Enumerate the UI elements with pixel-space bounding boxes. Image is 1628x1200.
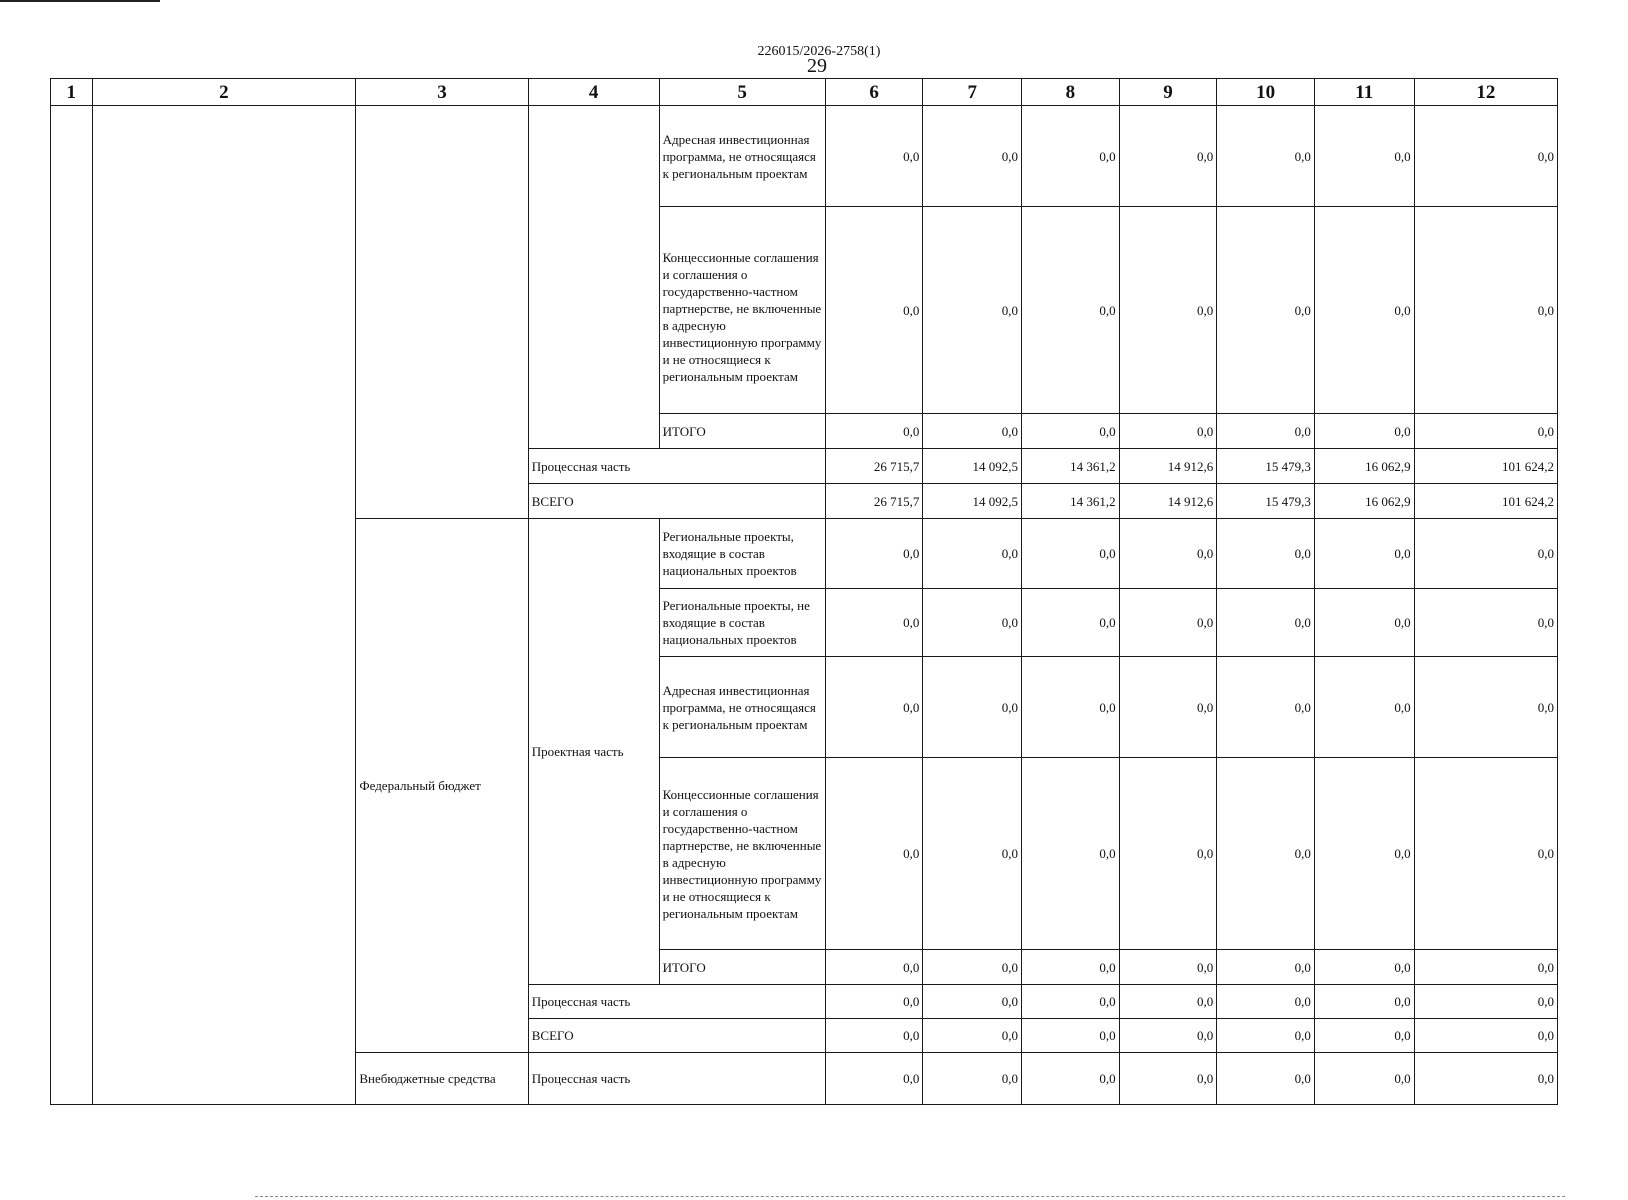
value-cell: 0,0 [1314, 985, 1414, 1019]
col2-cell [92, 106, 356, 1105]
budget-table [50, 78, 1558, 1105]
value-cell: 15 479,3 [1217, 449, 1315, 484]
value-cell: 0,0 [1217, 589, 1315, 657]
value-cell: 0,0 [923, 519, 1022, 589]
value-cell: 101 624,2 [1414, 449, 1557, 484]
col3-continued-cell [356, 106, 528, 519]
value-cell: 0,0 [1022, 207, 1120, 414]
value-cell: 0,0 [1217, 1019, 1315, 1053]
value-cell: 0,0 [1314, 519, 1414, 589]
value-cell: 0,0 [1414, 1053, 1557, 1105]
page-number: 29 [807, 55, 827, 77]
document-registration-number: 226015/2026-2758(1) [757, 44, 881, 59]
value-cell: 26 715,7 [825, 484, 923, 519]
value-cell: 0,0 [1314, 657, 1414, 758]
value-cell: 0,0 [1119, 414, 1217, 449]
value-cell: 0,0 [1217, 207, 1315, 414]
value-cell: 0,0 [825, 1053, 923, 1105]
value-cell: 0,0 [825, 106, 923, 207]
header-row [51, 79, 1558, 106]
top-edge-line [0, 0, 160, 2]
row-label-rp-in-national: Региональные проекты, входящие в состав национальных проектов [659, 519, 825, 589]
value-cell: 0,0 [1217, 950, 1315, 985]
value-cell: 0,0 [1119, 985, 1217, 1019]
value-cell: 0,0 [1119, 758, 1217, 950]
value-cell: 0,0 [825, 1019, 923, 1053]
value-cell: 14 092,5 [923, 449, 1022, 484]
value-cell: 0,0 [1022, 414, 1120, 449]
value-cell: 0,0 [1414, 758, 1557, 950]
value-cell: 0,0 [923, 207, 1022, 414]
col1-cell [51, 106, 93, 1105]
value-cell: 16 062,9 [1314, 484, 1414, 519]
row-label-process-part: Процессная часть [528, 1053, 825, 1105]
section-project-part: Проектная часть [528, 519, 659, 985]
row-label-total: ВСЕГО [528, 484, 825, 519]
value-cell: 0,0 [1022, 758, 1120, 950]
header-cell: 8 [1022, 79, 1120, 106]
value-cell: 0,0 [1314, 589, 1414, 657]
value-cell: 0,0 [1119, 1053, 1217, 1105]
value-cell: 0,0 [1217, 985, 1315, 1019]
value-cell: 0,0 [923, 985, 1022, 1019]
value-cell: 0,0 [923, 758, 1022, 950]
row-label-concessions: Концессионные соглашения и соглашения о государственно-частном партнерстве, не включенные в адресную инвестиционную программу и не относящиеся к региональным проектам [659, 758, 825, 950]
value-cell: 0,0 [825, 985, 923, 1019]
table-row [51, 106, 1558, 207]
header-cell: 4 [528, 79, 659, 106]
header-cell: 2 [92, 79, 356, 106]
value-cell: 0,0 [1217, 657, 1315, 758]
value-cell: 0,0 [825, 589, 923, 657]
row-label-itogo: ИТОГО [659, 950, 825, 985]
value-cell: 14 361,2 [1022, 449, 1120, 484]
source-extrabudgetary: Внебюджетные средства [356, 1053, 528, 1105]
value-cell: 0,0 [1414, 519, 1557, 589]
value-cell: 0,0 [1314, 758, 1414, 950]
value-cell: 0,0 [1217, 414, 1315, 449]
value-cell: 0,0 [1414, 985, 1557, 1019]
value-cell: 14 912,6 [1119, 449, 1217, 484]
value-cell: 0,0 [923, 414, 1022, 449]
source-federal-budget: Федеральный бюджет [356, 519, 528, 1053]
value-cell: 0,0 [1119, 106, 1217, 207]
value-cell: 0,0 [1314, 1053, 1414, 1105]
row-label-rp-not-in-national: Региональные проекты, не входящие в состав национальных проектов [659, 589, 825, 657]
value-cell: 0,0 [1119, 519, 1217, 589]
value-cell: 14 912,6 [1119, 484, 1217, 519]
value-cell: 0,0 [1314, 414, 1414, 449]
row-label-concessions: Концессионные соглашения и соглашения о государственно-частном партнерстве, не включенные в адресную инвестиционную программу и не относящиеся к региональным проектам [659, 207, 825, 414]
value-cell: 0,0 [1314, 1019, 1414, 1053]
header-cell: 7 [923, 79, 1022, 106]
header-cell: 6 [825, 79, 923, 106]
row-label-total: ВСЕГО [528, 1019, 825, 1053]
value-cell: 14 092,5 [923, 484, 1022, 519]
col4-continued-cell [528, 106, 659, 449]
header-cell: 9 [1119, 79, 1217, 106]
value-cell: 0,0 [825, 519, 923, 589]
value-cell: 0,0 [1414, 950, 1557, 985]
value-cell: 0,0 [1314, 106, 1414, 207]
value-cell: 0,0 [923, 106, 1022, 207]
row-label-itogo: ИТОГО [659, 414, 825, 449]
value-cell: 0,0 [1414, 1019, 1557, 1053]
value-cell: 16 062,9 [1314, 449, 1414, 484]
value-cell: 0,0 [923, 657, 1022, 758]
value-cell: 0,0 [1119, 950, 1217, 985]
value-cell: 0,0 [1217, 519, 1315, 589]
value-cell: 0,0 [1022, 1019, 1120, 1053]
row-label-aip: Адресная инвестиционная программа, не относящаяся к региональным проектам [659, 657, 825, 758]
row-label-process-part: Процессная часть [528, 449, 825, 484]
value-cell: 26 715,7 [825, 449, 923, 484]
header-cell: 3 [356, 79, 528, 106]
value-cell: 0,0 [1314, 207, 1414, 414]
value-cell: 0,0 [825, 657, 923, 758]
value-cell: 0,0 [1022, 985, 1120, 1019]
header-cell: 12 [1414, 79, 1557, 106]
value-cell: 0,0 [1314, 950, 1414, 985]
value-cell: 0,0 [825, 414, 923, 449]
value-cell: 0,0 [1119, 657, 1217, 758]
value-cell: 0,0 [1414, 106, 1557, 207]
value-cell: 0,0 [825, 758, 923, 950]
value-cell: 0,0 [1217, 1053, 1315, 1105]
value-cell: 101 624,2 [1414, 484, 1557, 519]
value-cell: 0,0 [1022, 1053, 1120, 1105]
value-cell: 0,0 [1217, 106, 1315, 207]
value-cell: 0,0 [1022, 657, 1120, 758]
value-cell: 0,0 [1414, 414, 1557, 449]
header-cell: 1 [51, 79, 93, 106]
value-cell: 0,0 [1414, 589, 1557, 657]
value-cell: 0,0 [923, 1019, 1022, 1053]
value-cell: 0,0 [1119, 207, 1217, 414]
row-label-process-part: Процессная часть [528, 985, 825, 1019]
value-cell: 0,0 [923, 589, 1022, 657]
header-cell: 11 [1314, 79, 1414, 106]
value-cell: 0,0 [1414, 657, 1557, 758]
value-cell: 0,0 [1119, 1019, 1217, 1053]
row-label-aip: Адресная инвестиционная программа, не относящаяся к региональным проектам [659, 106, 825, 207]
value-cell: 0,0 [1022, 106, 1120, 207]
bottom-scan-line [255, 1196, 1565, 1198]
value-cell: 0,0 [1022, 950, 1120, 985]
value-cell: 0,0 [1022, 589, 1120, 657]
value-cell: 0,0 [923, 950, 1022, 985]
value-cell: 0,0 [825, 207, 923, 414]
value-cell: 0,0 [825, 950, 923, 985]
value-cell: 0,0 [1022, 519, 1120, 589]
header-cell: 10 [1217, 79, 1315, 106]
value-cell: 14 361,2 [1022, 484, 1120, 519]
value-cell: 0,0 [1217, 758, 1315, 950]
value-cell: 0,0 [1414, 207, 1557, 414]
value-cell: 0,0 [923, 1053, 1022, 1105]
value-cell: 0,0 [1119, 589, 1217, 657]
value-cell: 15 479,3 [1217, 484, 1315, 519]
header-cell: 5 [659, 79, 825, 106]
